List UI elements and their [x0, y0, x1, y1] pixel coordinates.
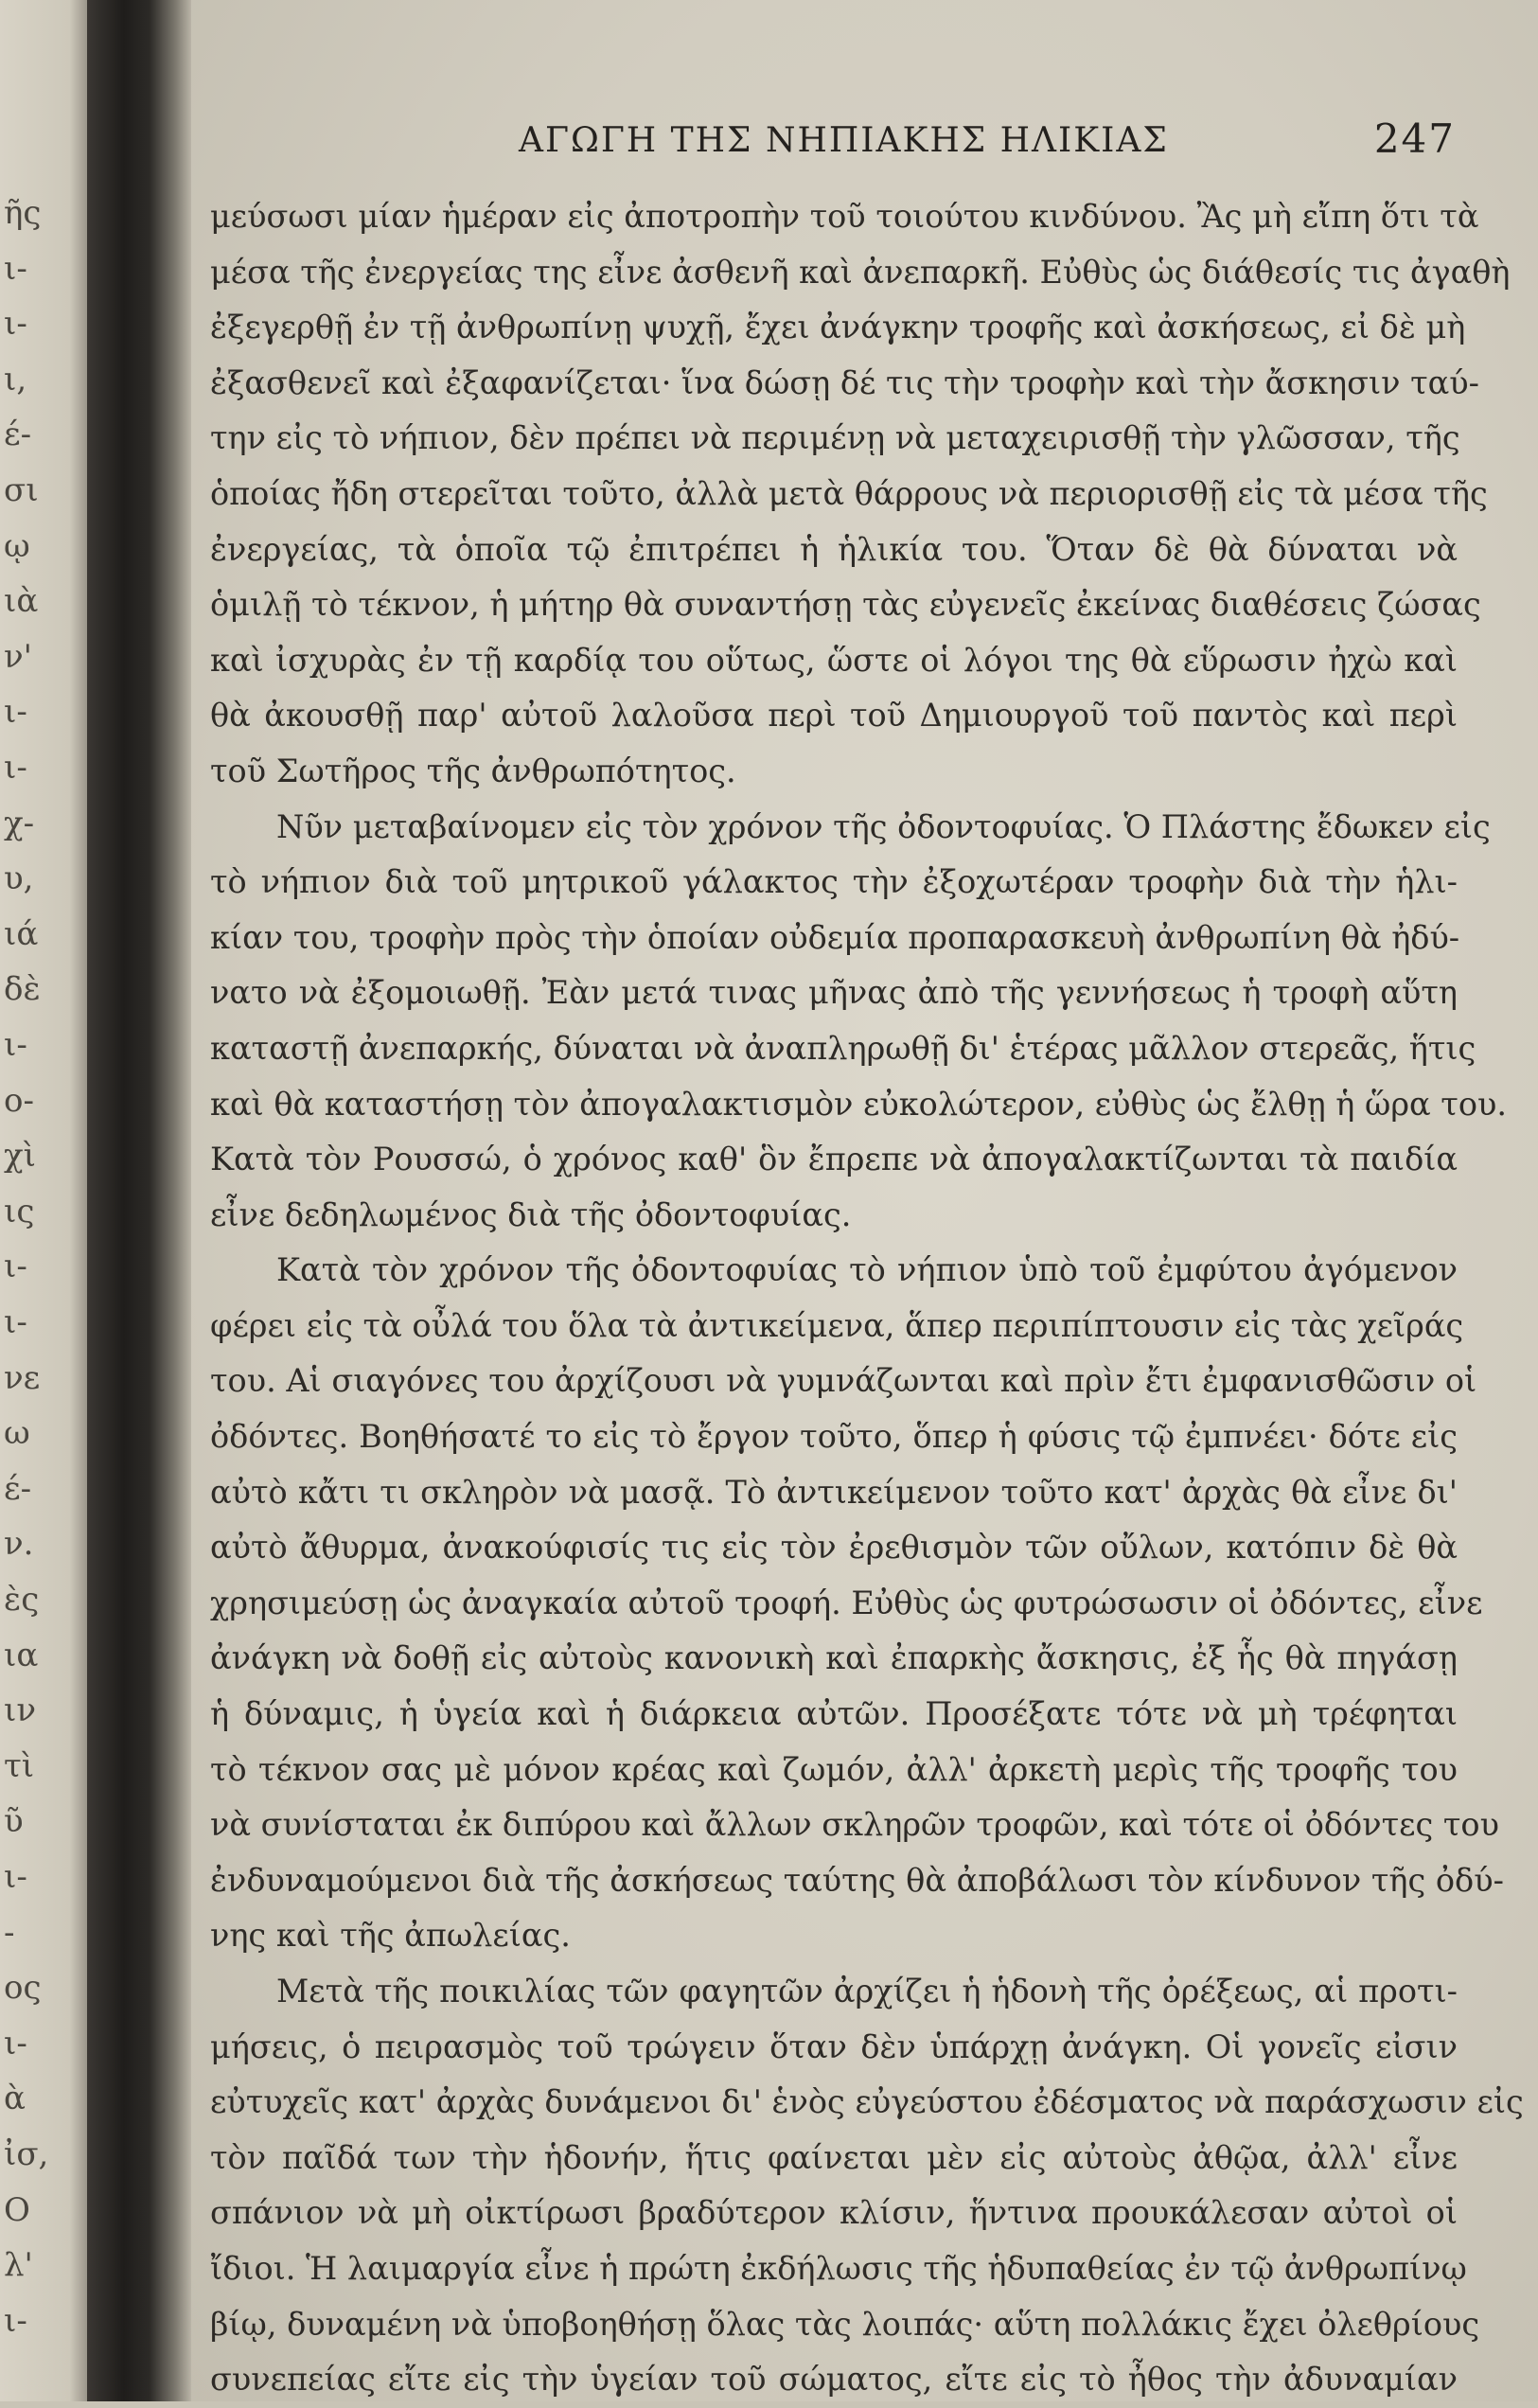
text-line: χρησιμεύσῃ ὡς ἀναγκαία αὐτοῦ τροφή. Εὐθὺς ὡς φυτρώσωσιν οἱ ὀδόντες, εἶνε	[210, 1584, 1483, 1621]
text-line: τὸν παῖδά των τὴν ἡδονήν, ἥτις φαίνεται μὲν εἰς αὐτοὺς ἀθῷα, ἀλλ' εἶνε	[210, 2138, 1458, 2176]
text-line: νης καὶ τῆς ἀπωλείας.	[210, 1917, 571, 1955]
left-page-fragment: ω	[4, 1414, 30, 1453]
text-line: ἴδιοι. Ἡ λαιμαργία εἶνε ἡ πρώτη ἐκδήλωσις τῆς ἡδυπαθείας ἐν τῷ ἀνθρωπίνῳ	[210, 2249, 1467, 2287]
text-line: κίαν του, τροφὴν πρὸς τὴν ὁποίαν οὐδεμία προπαρασκευὴ ἀνθρωπίνη θὰ ἠδύ-	[210, 918, 1460, 956]
left-page-fragment: έ-	[4, 1469, 32, 1508]
text-line: τοῦ Σωτῆρος τῆς ἀνθρωπότητος.	[210, 752, 736, 789]
running-head	[519, 112, 1494, 168]
text-line: φέρει εἰς τὰ οὖλά του ὅλα τὰ ἀντικείμενα, ἅπερ περιπίπτουσιν εἰς τὰς χεῖράς	[210, 1306, 1464, 1344]
left-page-fragment: υ,	[4, 859, 34, 898]
left-page-fragment: ῳ	[4, 526, 30, 565]
text-line: θὰ ἀκουσθῇ παρ' αὐτοῦ λαλοῦσα περὶ τοῦ Δημιουργοῦ τοῦ παντὸς καὶ περὶ	[210, 697, 1458, 735]
left-page-fragment: ν'	[4, 637, 33, 676]
text-line: μήσεις, ὁ πειρασμὸς τοῦ τρώγειν ὅταν δὲν ὑπάρχῃ ἀνάγκη. Οἱ γονεῖς εἰσιν	[210, 2027, 1458, 2065]
left-page-fragment: ι-	[4, 693, 27, 732]
left-page-fragment: ν.	[4, 1525, 34, 1564]
page-number: 247	[1373, 115, 1456, 162]
left-page-fragment: ια	[4, 1636, 39, 1674]
text-line: ἡ δύναμις, ἡ ὑγεία καὶ ἡ διάρκεια αὐτῶν. Προσέξατε τότε νὰ μὴ τρέφηται	[210, 1695, 1458, 1733]
left-page-fragment: ἰσ,	[4, 2135, 49, 2173]
text-line: εἶνε δεδηλωμένος διὰ τῆς ὀδοντοφυίας.	[210, 1195, 852, 1233]
left-page-fragment: ι-	[4, 2024, 27, 2063]
left-page-fragment: λ'	[4, 2246, 33, 2285]
text-line: Νῦν μεταβαίνομεν εἰς τὸν χρόνον τῆς ὀδοντοφυίας. Ὁ Πλάστης ἔδωκεν εἰς	[276, 807, 1491, 845]
left-page-fragment: ῆς	[4, 194, 42, 232]
text-line: την εἰς τὸ νήπιον, δὲν πρέπει νὰ περιμένῃ νὰ μεταχειρισθῇ τὴν γλῶσσαν, τῆς	[210, 419, 1460, 457]
text-line: ἀνάγκη νὰ δοθῇ εἰς αὐτοὺς κανονικὴ καὶ ἐπαρκὴς ἄσκησις, ἐξ ἧς θὰ πηγάσῃ	[210, 1639, 1458, 1677]
left-page-fragment: -	[4, 1913, 15, 1952]
left-page-fragment: ι-	[4, 1858, 27, 1896]
running-head-title: ΑΓΩΓΗ ΤΗΣ ΝΗΠΙΑΚΗΣ ΗΛΙΚΙΑΣ	[519, 121, 1169, 160]
left-page-fragment: ος	[4, 1969, 42, 2008]
left-page-fragment: έ-	[4, 416, 32, 454]
left-page-fragment: χ-	[4, 804, 35, 842]
text-line: νατο νὰ ἐξομοιωθῇ. Ἐὰν μετά τινας μῆνας ἀπὸ τῆς γεννήσεως ἡ τροφὴ αὕτη	[210, 974, 1458, 1012]
text-line: συνεπείας εἴτε εἰς τὴν ὑγείαν τοῦ σώματος, εἴτε εἰς τὸ ἦθος τὴν ἀδυναμίαν	[210, 2361, 1458, 2399]
left-page-fragment: ιά	[4, 914, 39, 953]
left-page-edge	[0, 0, 87, 2401]
left-page-fragment: ι-	[4, 2301, 27, 2340]
text-line: καταστῇ ἀνεπαρκής, δύναται νὰ ἀναπληρωθῇ δι' ἑτέρας μᾶλλον στερεᾶς, ἥτις	[210, 1029, 1476, 1067]
text-line: εὐτυχεῖς κατ' ἀρχὰς δυνάμενοι δι' ἑνὸς εὐγεύστου ἐδέσματος νὰ παράσχωσιν εἰς	[210, 2083, 1524, 2121]
left-page-fragment: ῦ	[4, 1802, 24, 1841]
text-line: ὀδόντες. Βοηθήσατέ το εἰς τὸ ἔργον τοῦτο, ὅπερ ἡ φύσις τῷ ἐμπνέει· δότε εἰς	[210, 1418, 1458, 1456]
text-line: καὶ ἰσχυρὰς ἐν τῇ καρδίᾳ του οὕτως, ὥστε οἱ λόγοι της θὰ εὕρωσιν ἠχὼ καὶ	[210, 641, 1458, 679]
left-page-fragment: ο-	[4, 1081, 34, 1120]
left-page-fragment: ι-	[4, 749, 27, 787]
text-line: ὁμιλῇ τὸ τέκνον, ἡ μήτηρ θὰ συναντήσῃ τὰς εὐγενεῖς ἐκείνας διαθέσεις ζώσας	[210, 586, 1481, 624]
text-line: τὸ τέκνον σας μὲ μόνον κρέας καὶ ζωμόν, ἀλλ' ἀρκετὴ μερὶς τῆς τροφῆς του	[210, 1750, 1458, 1788]
left-page-fragment: ι-	[4, 1026, 27, 1064]
left-page-fragment: ι-	[4, 1303, 27, 1341]
left-page-fragment: ι-	[4, 1248, 27, 1286]
text-line: σπάνιον νὰ μὴ οἰκτίρωσι βραδύτερον κλίσιν, ἥντινα προυκάλεσαν αὐτοὶ οἱ	[210, 2194, 1458, 2232]
text-line: βίῳ, δυναμένη νὰ ὑποβοηθήσῃ ὅλας τὰς λοιπάς· αὕτη πολλάκις ἔχει ὀλεθρίους	[210, 2305, 1480, 2343]
text-line: του. Αἱ σιαγόνες του ἀρχίζουσι νὰ γυμνάζωνται καὶ πρὶν ἔτι ἐμφανισθῶσιν οἱ	[210, 1362, 1477, 1400]
text-line: Κατὰ τὸν χρόνον τῆς ὀδοντοφυίας τὸ νήπιον ὑπὸ τοῦ ἐμφύτου ἀγόμενον	[276, 1251, 1458, 1289]
left-page-fragment: σι	[4, 471, 39, 509]
left-page-fragment: τὶ	[4, 1746, 35, 1785]
left-page-fragment: νε	[4, 1358, 41, 1397]
text-line: Μετὰ τῆς ποικιλίας τῶν φαγητῶν ἀρχίζει ἡ ἡδονὴ τῆς ὀρέξεως, αἱ προτι-	[276, 1973, 1458, 2010]
text-line: ἐξεγερθῇ ἐν τῇ ἀνθρωπίνῃ ψυχῇ, ἔχει ἀνάγκην τροφῆς καὶ ἀσκήσεως, εἰ δὲ μὴ	[210, 309, 1466, 346]
body-text	[210, 189, 1524, 2408]
left-page-fragment: ὰ	[4, 2080, 26, 2118]
text-line: ἐνδυναμούμενοι διὰ τῆς ἀσκήσεως ταύτης θὰ ἀποβάλωσι τὸν κίνδυνον τῆς ὀδύ-	[210, 1861, 1504, 1899]
left-page-fragment: ι-	[4, 305, 27, 344]
text-line: αὐτὸ ἄθυρμα, ἀνακούφισίς τις εἰς τὸν ἐρεθισμὸν τῶν οὔλων, κατόπιν δὲ θὰ	[210, 1529, 1458, 1567]
text-line: ὁποίας ἤδη στερεῖται τοῦτο, ἀλλὰ μετὰ θάρρους νὰ περιορισθῇ εἰς τὰ μέσα τῆς	[210, 474, 1488, 512]
left-page-fragment: δὲ	[4, 970, 41, 1009]
left-page-fragment: ι,	[4, 360, 27, 398]
text-line: Κατὰ τὸν Ρουσσώ, ὁ χρόνος καθ' ὃν ἔπρεπε νὰ ἀπογαλακτίζωνται τὰ παιδία	[210, 1141, 1458, 1178]
text-line: μεύσωσι μίαν ἡμέραν εἰς ἀποτροπὴν τοῦ τοιούτου κινδύνου. Ἂς μὴ εἴπη ὅτι τὰ	[210, 198, 1479, 235]
text-line: μέσα τῆς ἐνεργείας της εἶνε ἀσθενῆ καὶ ἀνεπαρκῆ. Εὐθὺς ὡς διάθεσίς τις ἀγαθὴ	[210, 253, 1511, 291]
text-line: νὰ συνίσταται ἐκ διπύρου καὶ ἄλλων σκληρῶν τροφῶν, καὶ τότε οἱ ὀδόντες του	[210, 1806, 1499, 1844]
left-page-fragment: χὶ	[4, 1137, 36, 1176]
left-page-fragment: Ο	[4, 2190, 30, 2229]
text-line: ἐνεργείας, τὰ ὁποῖα τῷ ἐπιτρέπει ἡ ἡλικία του. Ὅταν δὲ θὰ δύναται νὰ	[210, 530, 1458, 568]
left-page-fragment: ὲς	[4, 1581, 40, 1619]
text-line: τὸ νήπιον διὰ τοῦ μητρικοῦ γάλακτος τὴν ἐξοχωτέραν τροφὴν διὰ τὴν ἡλι-	[210, 863, 1458, 901]
text-line: ἐξασθενεῖ καὶ ἐξαφανίζεται· ἵνα δώσῃ δέ τις τὴν τροφὴν καὶ τὴν ἄσκησιν ταύ-	[210, 363, 1479, 401]
left-page-fragment: ι-	[4, 249, 27, 288]
left-page-fragment: ιν	[4, 1691, 36, 1730]
text-line: αὐτὸ κἄτι τι σκληρὸν νὰ μασᾷ. Τὸ ἀντικείμενον τοῦτο κατ' ἀρχὰς θὰ εἶνε δι'	[210, 1473, 1458, 1511]
book-gutter	[87, 0, 191, 2401]
text-line: καὶ θὰ καταστήσῃ τὸν ἀπογαλακτισμὸν εὐκολώτερον, εὐθὺς ὡς ἔλθῃ ἡ ὥρα του.	[210, 1085, 1507, 1123]
left-page-fragment: ις	[4, 1192, 35, 1231]
left-page-fragment: ιὰ	[4, 582, 39, 621]
